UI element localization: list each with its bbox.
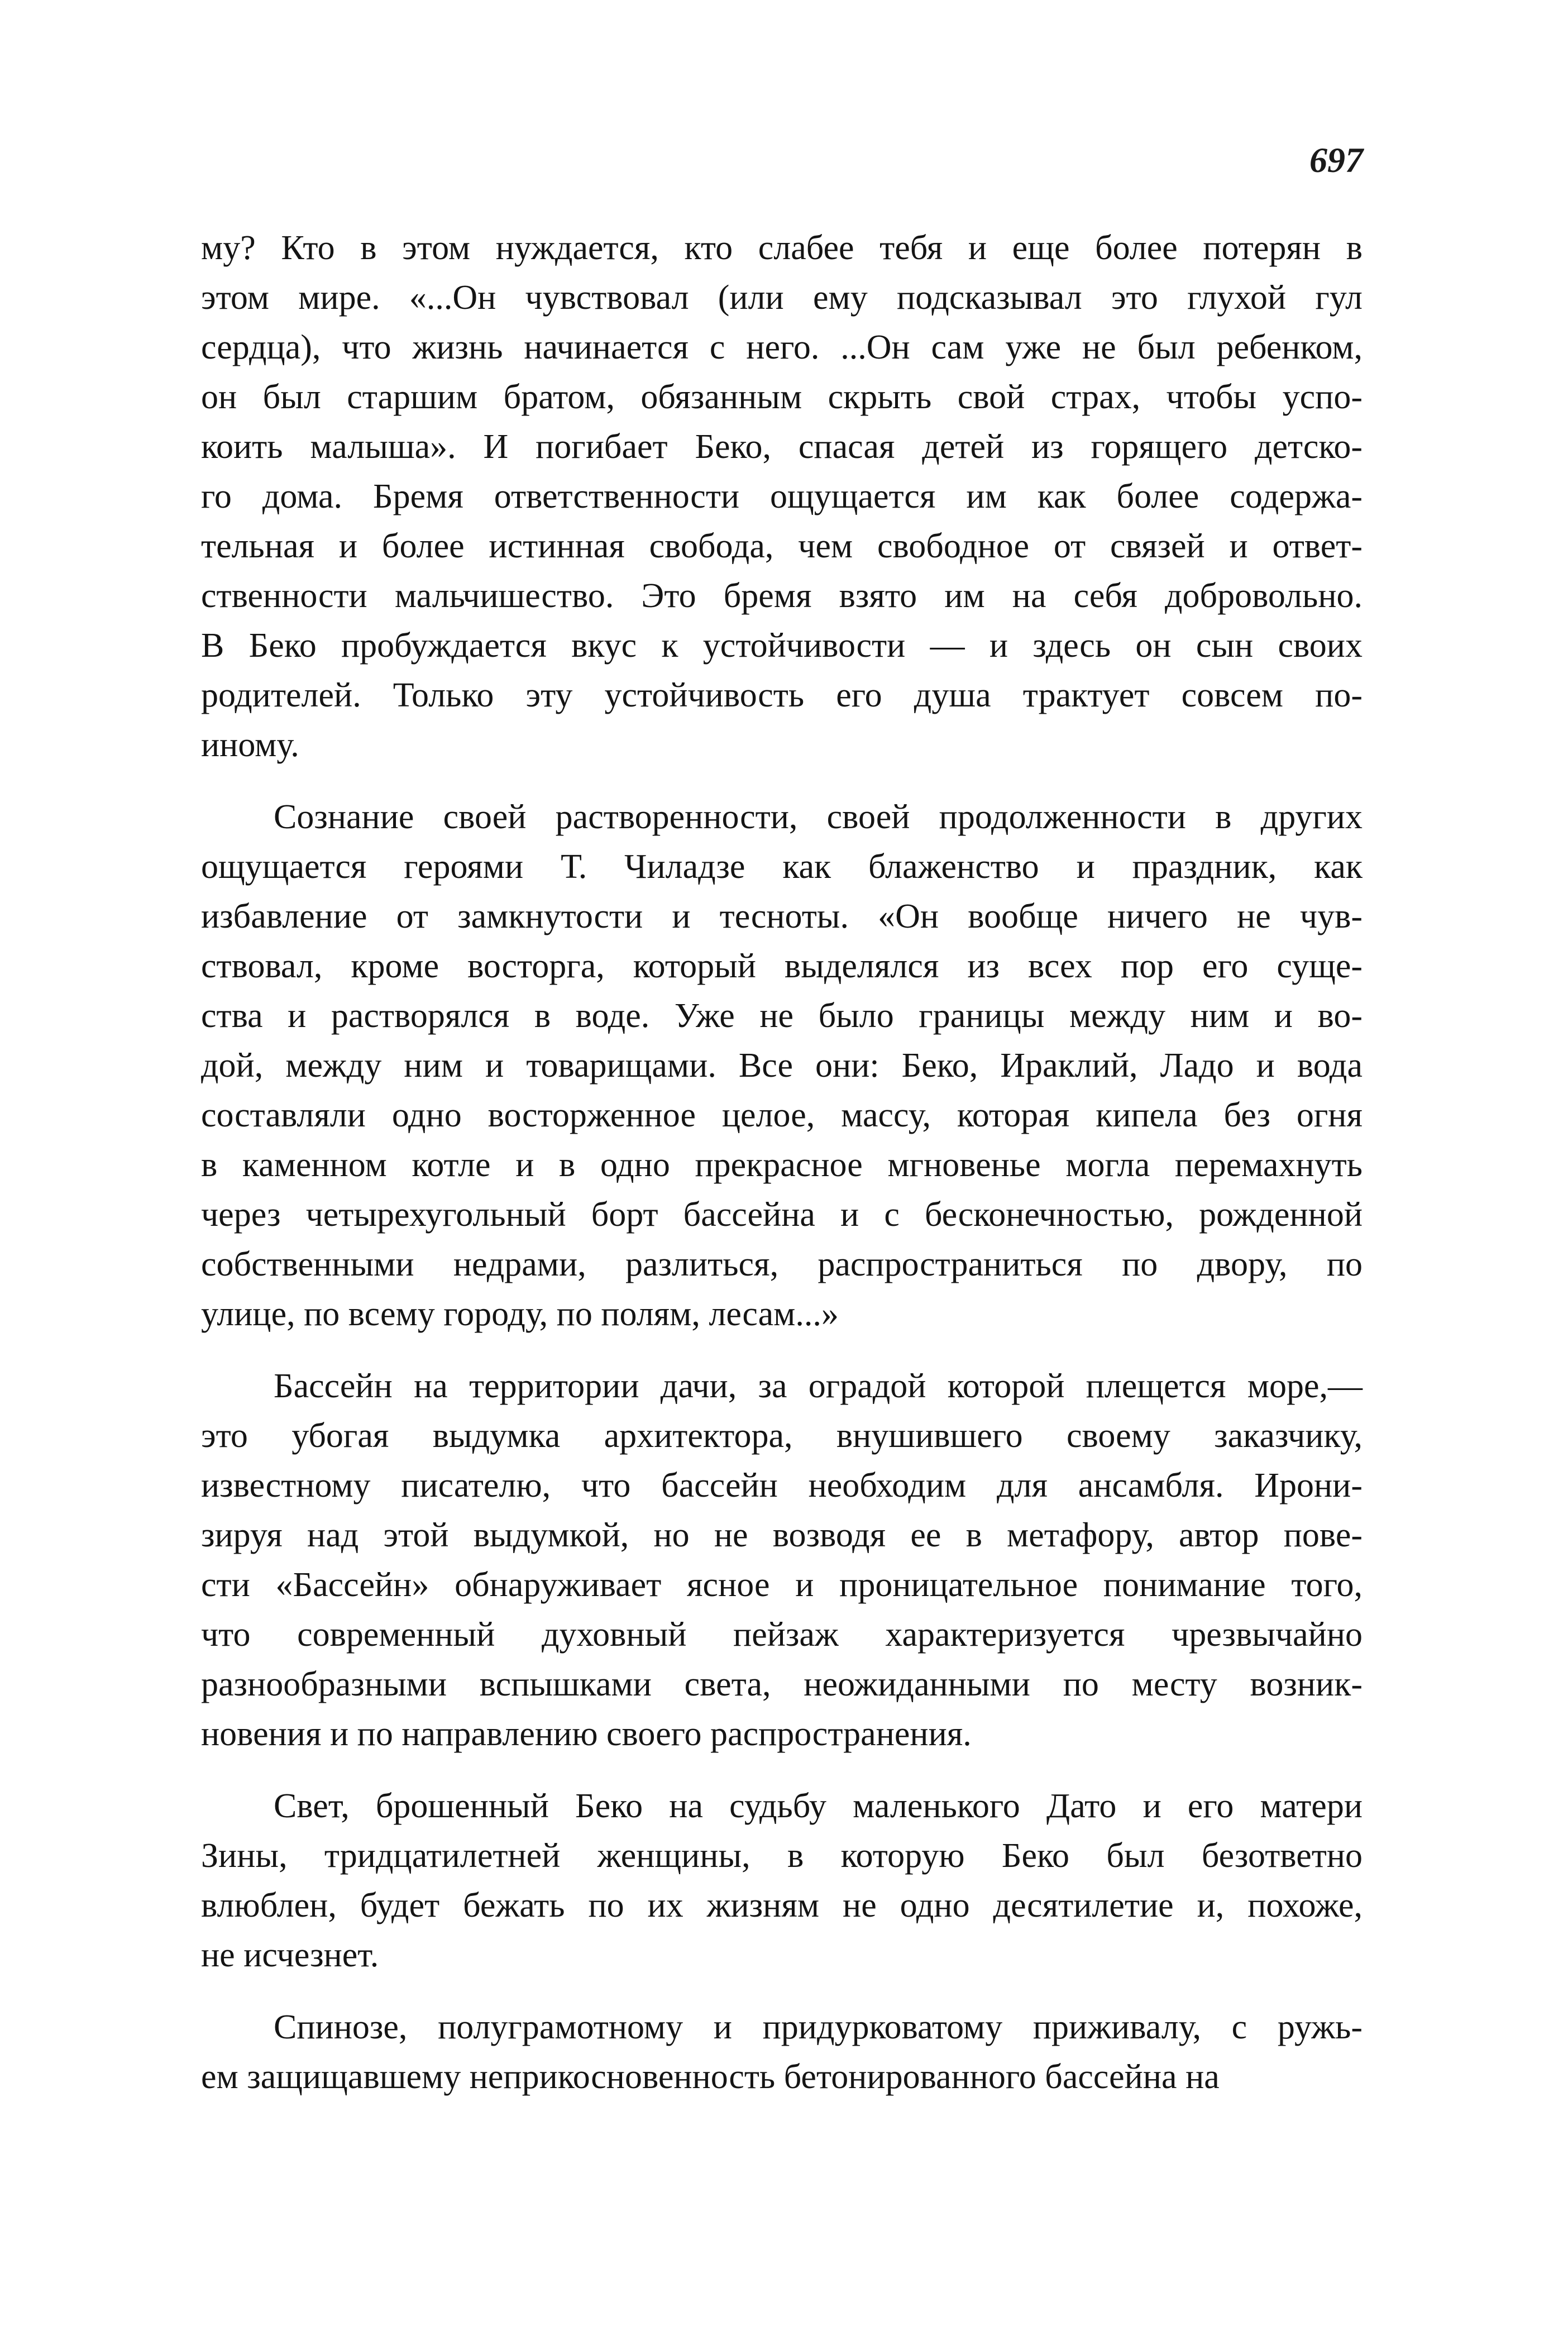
- text-line: разнообразными вспышками света, неожиданными по месту возник-: [201, 1665, 1363, 1703]
- text-line: ственности мальчишество. Это бремя взято им на себя добровольно.: [201, 577, 1363, 615]
- text-line: В Беко пробуждается вкус к устойчивости — и здесь он сын своих: [201, 627, 1363, 665]
- text-line: Бассейн на территории дачи, за оградой которой плещется море,—: [274, 1367, 1363, 1405]
- paragraph: [201, 1362, 1363, 1759]
- text-line: известному писателю, что бассейн необходим для ансамбля. Ирони-: [201, 1467, 1363, 1504]
- text-line: го дома. Бремя ответственности ощущается им как более содержа-: [201, 477, 1363, 515]
- text-line: в каменном котле и в одно прекрасное мгновенье могла перемахнуть: [201, 1146, 1363, 1184]
- text-line: родителей. Только эту устойчивость его душа трактует совсем по-: [201, 676, 1363, 714]
- text-line: ствовал, кроме восторга, который выделялся из всех пор его суще-: [201, 947, 1363, 985]
- text-line: Зины, тридцатилетней женщины, в которую Беко был безответно: [201, 1837, 1363, 1875]
- text-line: влюблен, будет бежать по их жизням не одно десятилетие и, похоже,: [201, 1886, 1363, 1924]
- text-line: этом мире. «...Он чувствовал (или ему подсказывал это глухой гул: [201, 279, 1363, 317]
- text-line: Свет, брошенный Беко на судьбу маленького Дато и его матери: [274, 1787, 1363, 1825]
- text-line: через четырехугольный борт бассейна и с бесконечностью, рожденной: [201, 1196, 1363, 1234]
- text-line: му? Кто в этом нуждается, кто слабее тебя и еще более потерян в: [201, 229, 1363, 267]
- text-line: составляли одно восторженное целое, массу, которая кипела без огня: [201, 1096, 1363, 1134]
- text-line: коить малыша». И погибает Беко, спасая детей из горящего детско-: [201, 428, 1363, 466]
- text-line: ем защищавшему неприкосновенность бетонированного бассейна на: [201, 2058, 1220, 2096]
- text-line: сти «Бассейн» обнаруживает ясное и проницательное понимание того,: [201, 1566, 1363, 1604]
- text-line: избавление от замкнутости и тесноты. «Он вообще ничего не чув-: [201, 897, 1363, 935]
- text-line: ства и растворялся в воде. Уже не было границы между ним и во-: [201, 997, 1363, 1035]
- page-text: [201, 223, 1363, 2102]
- page-number: 697: [1309, 140, 1363, 180]
- text-line: дой, между ним и товарищами. Все они: Беко, Ираклий, Ладо и вода: [201, 1047, 1363, 1085]
- text-line: сердца), что жизнь начинается с него. ...Он сам уже не был ребенком,: [201, 328, 1363, 366]
- paragraph: [201, 223, 1363, 770]
- text-line: это убогая выдумка архитектора, внушившего своему заказчику,: [201, 1417, 1363, 1455]
- text-line: тельная и более истинная свобода, чем свободное от связей и ответ-: [201, 527, 1363, 565]
- paragraph: [201, 792, 1363, 1339]
- text-line: собственными недрами, разлиться, распространиться по двору, по: [201, 1245, 1363, 1283]
- text-line: ощущается героями Т. Чиладзе как блаженство и праздник, как: [201, 848, 1363, 886]
- text-line: улице, по всему городу, по полям, лесам...»: [201, 1295, 839, 1333]
- text-line: не исчезнет.: [201, 1936, 379, 1974]
- text-line: новения и по направлению своего распространения.: [201, 1715, 972, 1753]
- text-line: что современный духовный пейзаж характеризуется чрезвычайно: [201, 1616, 1363, 1654]
- paragraph: [201, 2003, 1363, 2102]
- paragraph: [201, 1781, 1363, 1980]
- text-line: он был старшим братом, обязанным скрыть свой страх, чтобы успо-: [201, 378, 1363, 416]
- text-line: иному.: [201, 726, 299, 764]
- text-line: Сознание своей растворенности, своей продолженности в других: [274, 798, 1363, 836]
- text-line: зируя над этой выдумкой, но не возводя ее в метафору, автор пове-: [201, 1516, 1363, 1554]
- text-line: Спинозе, полуграмотному и придурковатому приживалу, с ружь-: [274, 2008, 1363, 2046]
